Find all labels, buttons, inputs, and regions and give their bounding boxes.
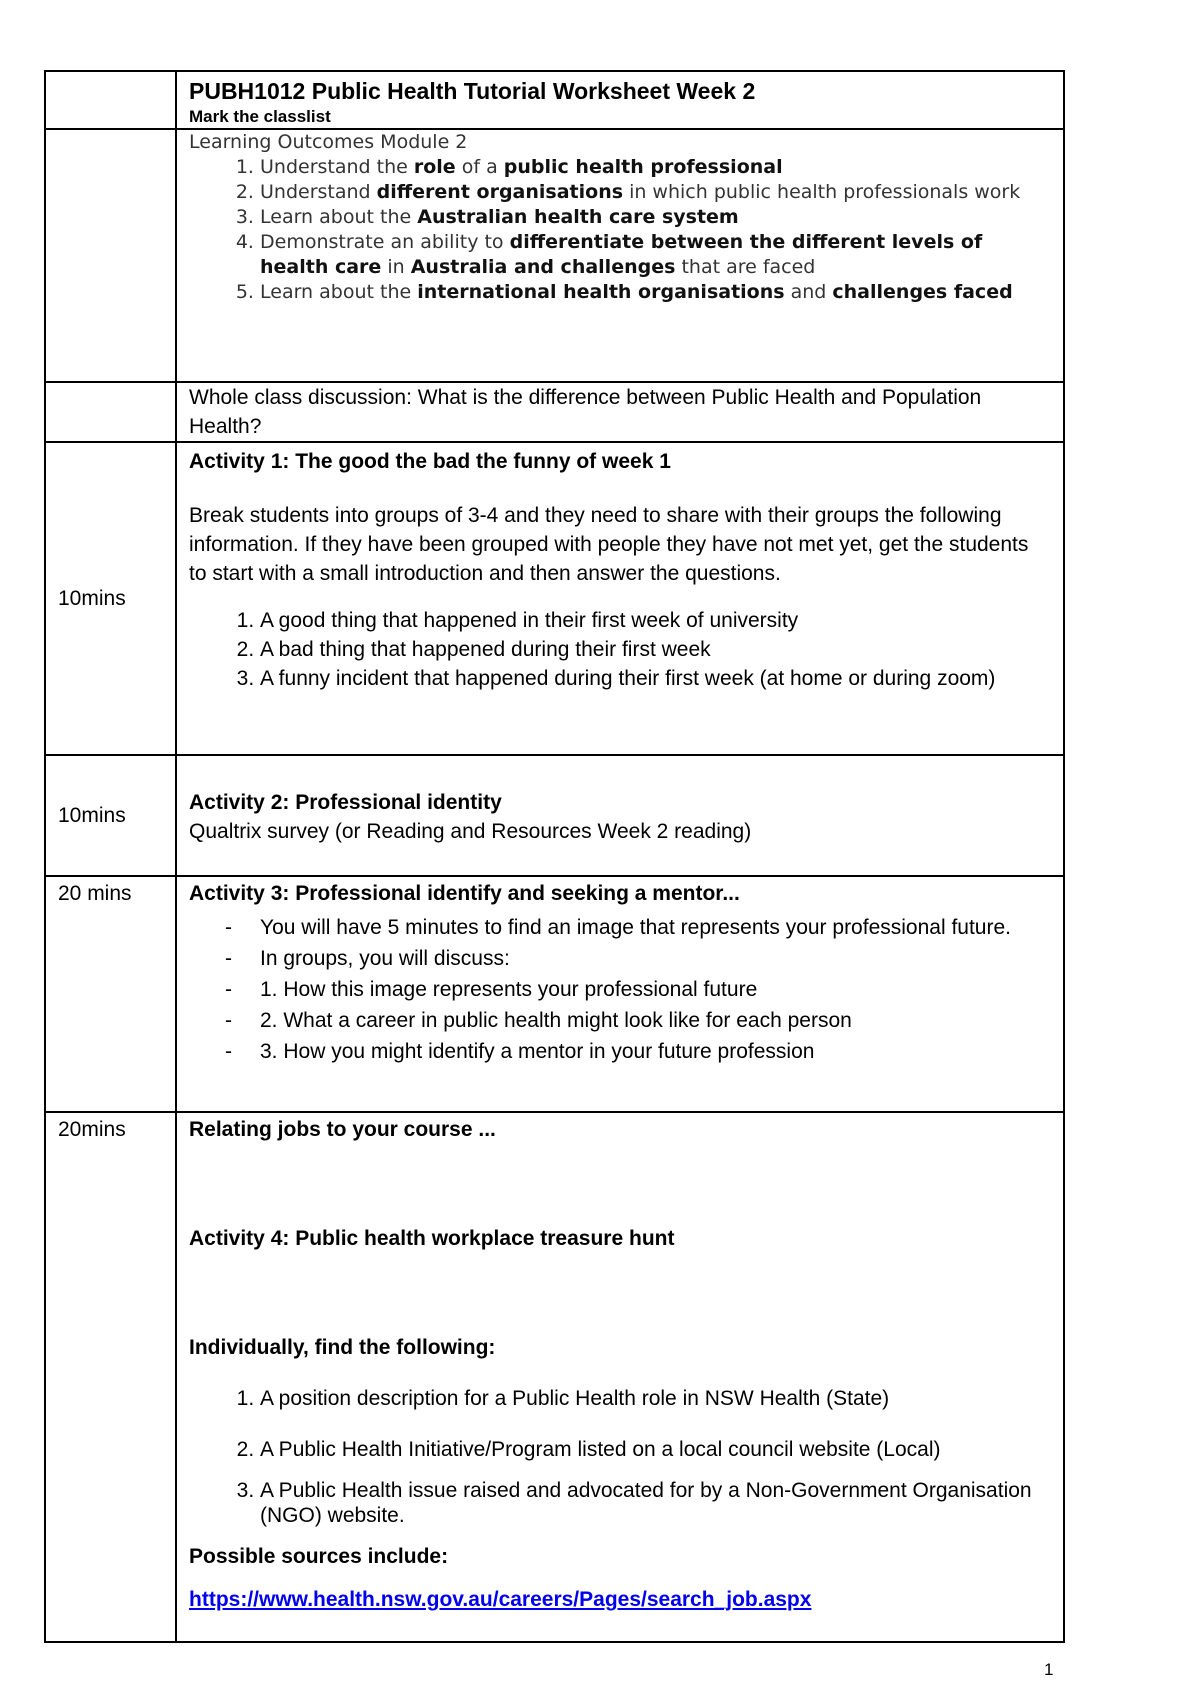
lo-text: in xyxy=(381,256,411,278)
lo-text: Understand xyxy=(260,181,377,203)
learning-outcomes-list xyxy=(189,155,1051,305)
lo-emphasis: role xyxy=(413,156,456,178)
health-nsw-careers-link[interactable]: https://www.health.nsw.gov.au/careers/Pages/search_job.aspx xyxy=(189,1588,812,1611)
list-item: 1. A good thing that happened in their first week of university xyxy=(260,606,1051,635)
learning-outcomes-heading: Learning Outcomes Module 2 xyxy=(189,131,468,153)
title-row xyxy=(45,71,1064,129)
activity-1-time: 10mins xyxy=(45,442,176,755)
list-item: - 1. How this image represents your professional future xyxy=(225,974,1051,1005)
activity-2-row xyxy=(45,755,1064,876)
list-item: - 3. How you might identify a mentor in your future profession xyxy=(225,1036,1051,1067)
activity-2-cell xyxy=(176,755,1064,876)
lo-text: that are faced xyxy=(675,256,816,278)
lo-text: of a xyxy=(455,156,504,178)
activity-3-cell xyxy=(176,876,1064,1112)
activity-2-text: Qualtrix survey (or Reading and Resources Week 2 reading) xyxy=(189,820,752,843)
activity-4-heading: Relating jobs to your course ... xyxy=(189,1118,496,1141)
list-item: - You will have 5 minutes to find an image that represents your professional future. xyxy=(225,912,1051,943)
lo-emphasis: Australian health care system xyxy=(417,206,739,228)
lo-emphasis: Australia and challenges xyxy=(410,256,676,278)
activity-3-row xyxy=(45,876,1064,1112)
lo-emphasis: different organisations xyxy=(376,181,624,203)
activity-1-cell xyxy=(176,442,1064,755)
learning-outcome-item xyxy=(260,155,1051,180)
discussion-cell: Whole class discussion: What is the difference between Public Health and Population Health? xyxy=(176,382,1064,442)
empty-time-cell xyxy=(45,71,176,129)
activity-4-title: Activity 4: Public health workplace treasure hunt xyxy=(189,1227,675,1250)
learning-outcome-item xyxy=(260,230,1051,280)
lo-text: Understand the xyxy=(260,156,414,178)
empty-time-cell xyxy=(45,382,176,442)
list-item: 1. A position description for a Public Health role in NSW Health (State) xyxy=(260,1384,1051,1413)
activity-1-list xyxy=(189,606,1051,693)
list-item: - 2. What a career in public health might look like for each person xyxy=(225,1005,1051,1036)
lo-text: Learn about the xyxy=(260,206,418,228)
list-item: 3. A Public Health issue raised and advocated for by a Non-Government Organisation (NGO) website. xyxy=(260,1478,1051,1528)
activity-3-time: 20 mins xyxy=(45,876,176,1112)
learning-outcomes-cell xyxy=(176,129,1064,382)
list-item: 3. A funny incident that happened during their first week (at home or during zoom) xyxy=(260,664,1051,693)
activity-4-cell xyxy=(176,1112,1064,1642)
activity-1-row xyxy=(45,442,1064,755)
lo-emphasis: differentiate between the different levels of health care xyxy=(260,231,983,278)
learning-outcome-item xyxy=(260,180,1051,205)
lo-text: in which public health professionals work xyxy=(623,181,1021,203)
activity-3-list xyxy=(189,912,1051,1067)
activity-2-time: 10mins xyxy=(45,755,176,876)
activity-1-intro: Break students into groups of 3-4 and they need to share with their groups the following information. If they have been grouped with people they have not met yet, get the students to start with a small introduction and then answer the questions. xyxy=(189,504,1029,585)
lo-emphasis: challenges faced xyxy=(832,281,1013,303)
activity-2-title: Activity 2: Professional identity xyxy=(189,791,502,814)
worksheet-subtitle: Mark the classlist xyxy=(189,107,331,126)
learning-outcome-item xyxy=(260,280,1051,305)
page-number: 1 xyxy=(1044,1660,1054,1679)
lo-text: Demonstrate an ability to xyxy=(260,231,510,253)
empty-time-cell xyxy=(45,129,176,382)
learning-outcome-item xyxy=(260,205,1051,230)
discussion-row xyxy=(45,382,1064,442)
activity-3-title: Activity 3: Professional identify and seeking a mentor... xyxy=(189,882,740,905)
list-item: 2. A bad thing that happened during their first week xyxy=(260,635,1051,664)
learning-outcomes-row xyxy=(45,129,1064,382)
list-item: - In groups, you will discuss: xyxy=(225,943,1051,974)
lo-emphasis: public health professional xyxy=(503,156,783,178)
activity-4-time: 20mins xyxy=(45,1112,176,1642)
learning-outcomes xyxy=(189,130,1051,305)
lo-emphasis: international health organisations xyxy=(417,281,785,303)
lo-text: Learn about the xyxy=(260,281,418,303)
sources-label: Possible sources include: xyxy=(189,1545,449,1568)
worksheet-table xyxy=(44,70,1065,1643)
list-item: 2. A Public Health Initiative/Program listed on a local council website (Local) xyxy=(260,1435,1051,1464)
activity-1-title: Activity 1: The good the bad the funny of week 1 xyxy=(189,450,671,473)
lo-text: and xyxy=(784,281,833,303)
activity-4-individually: Individually, find the following: xyxy=(189,1336,496,1359)
title-cell xyxy=(176,71,1064,129)
activity-4-list xyxy=(189,1384,1051,1528)
worksheet-title: PUBH1012 Public Health Tutorial Worksheet Week 2 xyxy=(189,78,756,104)
activity-4-row xyxy=(45,1112,1064,1642)
